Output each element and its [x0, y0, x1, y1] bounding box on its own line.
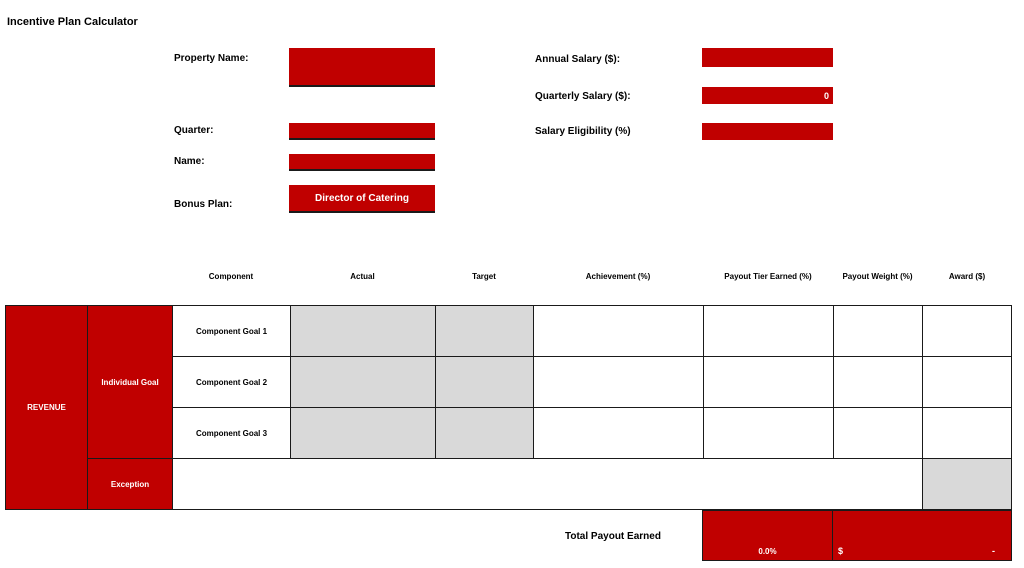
target-1-cell[interactable]	[435, 305, 534, 357]
actual-2-cell[interactable]	[290, 356, 436, 408]
salary-eligibility-label: Salary Eligibility (%)	[535, 126, 631, 137]
payout-weight-2-cell	[833, 356, 923, 408]
target-2-cell[interactable]	[435, 356, 534, 408]
header-payout-weight: Payout Weight (%)	[842, 272, 913, 281]
annual-salary-label: Annual Salary ($):	[535, 54, 621, 65]
target-3-cell[interactable]	[435, 407, 534, 459]
quarterly-salary-value: 0	[702, 87, 833, 104]
header-target: Target	[472, 272, 496, 281]
name-label: Name:	[174, 156, 205, 167]
component-goal-1-cell: Component Goal 1	[172, 305, 291, 357]
payout-tier-1-cell	[703, 305, 834, 357]
property-name-field[interactable]	[289, 48, 435, 87]
payout-weight-3-cell	[833, 407, 923, 459]
quarter-field[interactable]	[289, 123, 435, 140]
name-field[interactable]	[289, 154, 435, 171]
quarter-label: Quarter:	[174, 125, 214, 136]
exception-input-cell[interactable]	[172, 458, 923, 510]
revenue-category-cell: REVENUE	[5, 305, 88, 510]
achievement-3-cell	[533, 407, 704, 459]
salary-eligibility-field[interactable]	[702, 123, 833, 140]
exception-cell: Exception	[87, 458, 173, 510]
actual-3-cell[interactable]	[290, 407, 436, 459]
award-3-cell	[922, 407, 1012, 459]
component-goal-2-cell: Component Goal 2	[172, 356, 291, 408]
annual-salary-field[interactable]	[702, 48, 833, 67]
quarterly-salary-label: Quarterly Salary ($):	[535, 91, 631, 102]
total-percent-cell	[702, 510, 833, 561]
exception-award-cell	[922, 458, 1012, 510]
header-actual: Actual	[350, 272, 375, 281]
award-1-cell	[922, 305, 1012, 357]
property-name-label: Property Name:	[174, 53, 249, 64]
header-award: Award ($)	[948, 272, 986, 281]
total-award-cell	[832, 510, 1012, 561]
bonus-plan-label: Bonus Plan:	[174, 199, 233, 210]
component-goal-3-cell: Component Goal 3	[172, 407, 291, 459]
payout-tier-2-cell	[703, 356, 834, 408]
actual-1-cell[interactable]	[290, 305, 436, 357]
bonus-plan-select[interactable]: Director of Catering	[289, 185, 435, 213]
individual-goal-cell: Individual Goal	[87, 305, 173, 459]
achievement-2-cell	[533, 356, 704, 408]
total-award-value: -	[992, 546, 995, 556]
header-payout-tier: Payout Tier Earned (%)	[724, 272, 812, 281]
header-achievement: Achievement (%)	[585, 272, 651, 281]
total-currency-symbol: $	[838, 546, 844, 556]
payout-weight-1-cell	[833, 305, 923, 357]
header-component: Component	[208, 272, 254, 281]
total-percent-value: 0.0%	[758, 547, 777, 556]
total-payout-label: Total Payout Earned	[565, 531, 661, 542]
award-2-cell	[922, 356, 1012, 408]
achievement-1-cell	[533, 305, 704, 357]
page-title: Incentive Plan Calculator	[7, 16, 138, 28]
payout-tier-3-cell	[703, 407, 834, 459]
